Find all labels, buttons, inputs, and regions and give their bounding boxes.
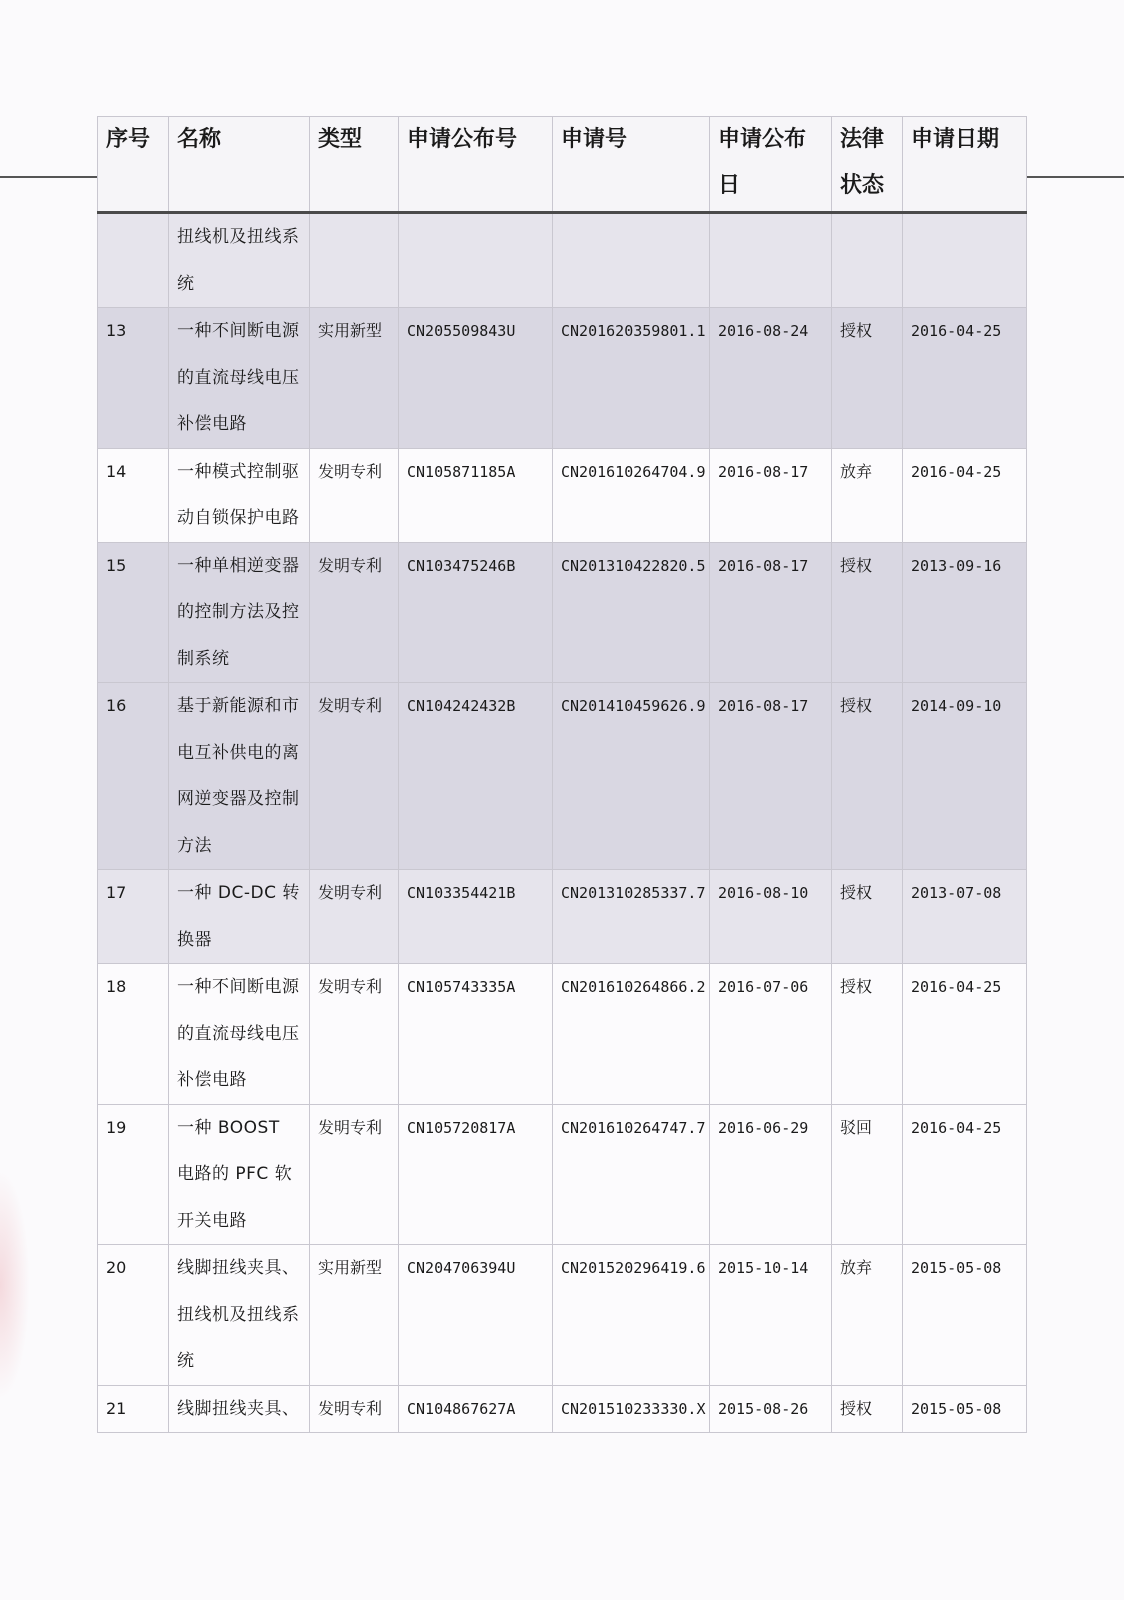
cell-no: 18 [98, 964, 169, 1105]
cell-status [832, 213, 903, 308]
cell-app-date: 2014-09-10 [903, 683, 1027, 870]
cell-pub-date: 2016-08-10 [710, 870, 832, 964]
cell-type: 发明专利 [310, 1385, 399, 1433]
header-no: 序号 [98, 117, 169, 213]
cell-app-no: CN201520296419.6 [553, 1245, 710, 1386]
cell-name: 一种不间断电源的直流母线电压补偿电路 [169, 964, 310, 1105]
cell-name: 一种不间断电源的直流母线电压补偿电路 [169, 308, 310, 449]
header-pub-no: 申请公布号 [399, 117, 553, 213]
cell-type: 实用新型 [310, 308, 399, 449]
cell-no: 19 [98, 1104, 169, 1245]
cell-type [310, 213, 399, 308]
cell-pub-date: 2016-08-17 [710, 542, 832, 683]
cell-type: 发明专利 [310, 964, 399, 1105]
cell-pub-date: 2016-07-06 [710, 964, 832, 1105]
cell-pub-no: CN105720817A [399, 1104, 553, 1245]
header-type: 类型 [310, 117, 399, 213]
header-app-no: 申请号 [553, 117, 710, 213]
patent-table-container [97, 116, 1026, 1433]
cell-type: 发明专利 [310, 870, 399, 964]
header-row [98, 117, 1027, 213]
cell-type: 发明专利 [310, 448, 399, 542]
table-row [98, 683, 1027, 870]
cell-name: 一种单相逆变器的控制方法及控制系统 [169, 542, 310, 683]
cell-status: 授权 [832, 870, 903, 964]
cell-pub-date: 2015-08-26 [710, 1385, 832, 1433]
cell-app-no: CN201610264747.7 [553, 1104, 710, 1245]
patent-table [97, 116, 1027, 1433]
header-name: 名称 [169, 117, 310, 213]
cell-app-no [553, 213, 710, 308]
cell-no: 16 [98, 683, 169, 870]
table-row [98, 308, 1027, 449]
header-app-date: 申请日期 [903, 117, 1027, 213]
cell-no: 21 [98, 1385, 169, 1433]
cell-name: 线脚扭线夹具、 [169, 1385, 310, 1433]
cell-name: 基于新能源和市电互补供电的离网逆变器及控制方法 [169, 683, 310, 870]
cell-status: 授权 [832, 683, 903, 870]
cell-pub-date: 2016-08-24 [710, 308, 832, 449]
cell-app-no: CN201310422820.5 [553, 542, 710, 683]
cell-pub-no: CN103354421B [399, 870, 553, 964]
cell-app-date: 2016-04-25 [903, 308, 1027, 449]
cell-status: 授权 [832, 308, 903, 449]
cell-pub-date: 2016-06-29 [710, 1104, 832, 1245]
cell-app-no: CN201610264866.2 [553, 964, 710, 1105]
table-row [98, 1385, 1027, 1433]
cell-no: 14 [98, 448, 169, 542]
cell-type: 发明专利 [310, 683, 399, 870]
table-row [98, 1245, 1027, 1386]
cell-pub-no: CN105871185A [399, 448, 553, 542]
cell-app-no: CN201310285337.7 [553, 870, 710, 964]
cell-status: 放弃 [832, 1245, 903, 1386]
cell-name: 一种模式控制驱动自锁保护电路 [169, 448, 310, 542]
cell-pub-date: 2015-10-14 [710, 1245, 832, 1386]
table-row [98, 964, 1027, 1105]
cell-app-no: CN201620359801.1 [553, 308, 710, 449]
cell-pub-no: CN205509843U [399, 308, 553, 449]
table-row [98, 448, 1027, 542]
cell-pub-no: CN103475246B [399, 542, 553, 683]
cell-app-date [903, 213, 1027, 308]
cell-pub-no: CN105743335A [399, 964, 553, 1105]
cell-no: 13 [98, 308, 169, 449]
stamp-stain [0, 1170, 30, 1400]
cell-pub-no: CN204706394U [399, 1245, 553, 1386]
cell-pub-date [710, 213, 832, 308]
cell-no [98, 213, 169, 308]
table-body [98, 213, 1027, 1433]
cell-app-date: 2015-05-08 [903, 1385, 1027, 1433]
cell-pub-no: CN104242432B [399, 683, 553, 870]
cell-pub-date: 2016-08-17 [710, 448, 832, 542]
cell-type: 发明专利 [310, 1104, 399, 1245]
cell-name: 一种 DC-DC 转换器 [169, 870, 310, 964]
cell-app-no: CN201410459626.9 [553, 683, 710, 870]
cell-name: 扭线机及扭线系统 [169, 213, 310, 308]
cell-type: 实用新型 [310, 1245, 399, 1386]
cell-no: 17 [98, 870, 169, 964]
header-status: 法律状态 [832, 117, 903, 213]
cell-app-date: 2016-04-25 [903, 448, 1027, 542]
cell-type: 发明专利 [310, 542, 399, 683]
cell-pub-date: 2016-08-17 [710, 683, 832, 870]
cell-status: 授权 [832, 964, 903, 1105]
table-row [98, 542, 1027, 683]
cell-app-no: CN201510233330.X [553, 1385, 710, 1433]
cell-status: 授权 [832, 542, 903, 683]
cell-status: 放弃 [832, 448, 903, 542]
table-row [98, 213, 1027, 308]
cell-status: 驳回 [832, 1104, 903, 1245]
table-row [98, 870, 1027, 964]
table-row [98, 1104, 1027, 1245]
cell-app-date: 2016-04-25 [903, 1104, 1027, 1245]
cell-app-date: 2013-07-08 [903, 870, 1027, 964]
cell-app-no: CN201610264704.9 [553, 448, 710, 542]
cell-name: 一种 BOOST 电路的 PFC 软开关电路 [169, 1104, 310, 1245]
cell-app-date: 2016-04-25 [903, 964, 1027, 1105]
cell-status: 授权 [832, 1385, 903, 1433]
cell-app-date: 2013-09-16 [903, 542, 1027, 683]
cell-no: 15 [98, 542, 169, 683]
cell-app-date: 2015-05-08 [903, 1245, 1027, 1386]
cell-no: 20 [98, 1245, 169, 1386]
cell-pub-no [399, 213, 553, 308]
cell-pub-no: CN104867627A [399, 1385, 553, 1433]
cell-name: 线脚扭线夹具、扭线机及扭线系统 [169, 1245, 310, 1386]
header-pub-date: 申请公布日 [710, 117, 832, 213]
